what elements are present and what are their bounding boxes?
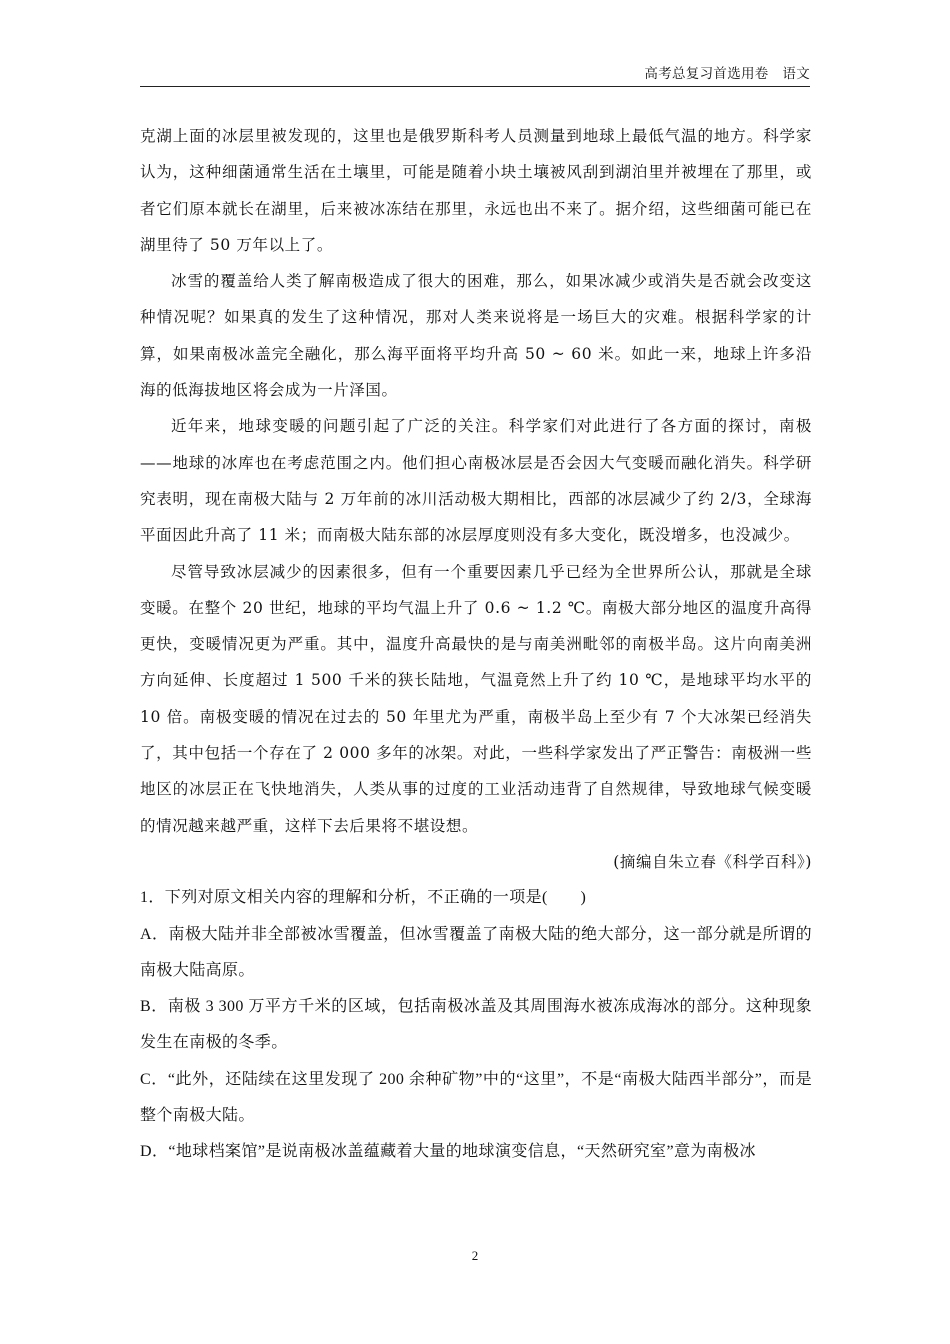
source-citation: (摘编自朱立春《科学百科》) [613,852,812,871]
question-stem: 1．下列对原文相关内容的理解和分析，不正确的一项是( ) [140,889,587,907]
paragraph-continuation: 克湖上面的冰层里被发现的，这里也是俄罗斯科考人员测量到地球上最低气温的地方。科学家认为，这种细菌通常生活在土壤里，可能是随着小块土壤被风刮到湖泊里并被埋在了那里，或者它们原本就长在湖里，后来被冰冻结在那里，永远也出不来了。据介绍，这些细菌可能已在湖里待了 50 万年以上了。 [140,127,812,254]
article-body [140,118,812,1171]
paragraph: 冰雪的覆盖给人类了解南极造成了很大的困难，那么，如果冰减少或消失是否就会改变这种情况呢？如果真的发生了这种情况，那对人类来说将是一场巨大的灾难。根据科学家的计算，如果南极冰盖完全融化，那么海平面将平均升高 50 ~ 60 米。如此一来，地球上许多沿海的低海拔地区将会成为一片泽国。 [140,272,812,400]
option-a: A．南极大陆并非全部被冰雪覆盖，但冰雪覆盖了南极大陆的绝大部分，这一部分就是所谓的南极大陆高原。 [140,925,812,979]
option-d: D．“地球档案馆”是说南极冰盖蕴藏着大量的地球演变信息，“天然研究室”意为南极冰 [140,1143,756,1161]
option-c: C．“此外，还陆续在这里发现了 200 余种矿物”中的“这里”，不是“南极大陆西半部分”，而是整个南极大陆。 [140,1070,812,1125]
page-footer [0,1248,950,1264]
page-number: 2 [471,1248,479,1263]
page-header [140,66,810,87]
paragraph: 近年来，地球变暖的问题引起了广泛的关注。科学家们对此进行了各方面的探讨，南极——地球的冰库也在考虑范围之内。他们担心南极冰层是否会因大气变暖而融化消失。科学研究表明，现在南极大陆与 2 万年前的冰川活动极大期相比，西部的冰层减少了约 2/3，全球海平面因此升高了 11 米；而南极大陆东部的冰层厚度则没有多大变化，既没增多，也没减少。 [140,417,812,545]
paragraph: 尽管导致冰层减少的因素很多，但有一个重要因素几乎已经为全世界所公认，那就是全球变暖。在整个 20 世纪，地球的平均气温上升了 0.6 ~ 1.2 ℃。南极大部分地区的温度升高得更快，变暖情况更为严重。其中，温度升高最快的是与南美洲毗邻的南极半岛。这片向南美洲方向延伸、长度超过 1 500 千米的狭长陆地，气温竟然上升了约 10 ℃，是地球平均水平的 10 倍。南极变暖的情况在过去的 50 年里尤为严重，南极半岛上至少有 7 个大冰架已经消失了，其中包括一个存在了 2 000 多年的冰架。对此，一些科学家发出了严正警告：南极洲一些地区的冰层正在飞快地消失，人类从事的过度的工业活动违背了自然规律，导致地球气候变暖的情况越来越严重，这样下去后果将不堪设想。 [140,562,812,835]
header-title: 高考总复习首选用卷 语文 [644,66,810,81]
option-b: B．南极 3 300 万平方千米的区域，包括南极冰盖及其周围海水被冻成海冰的部分。这种现象发生在南极的冬季。 [140,998,812,1052]
